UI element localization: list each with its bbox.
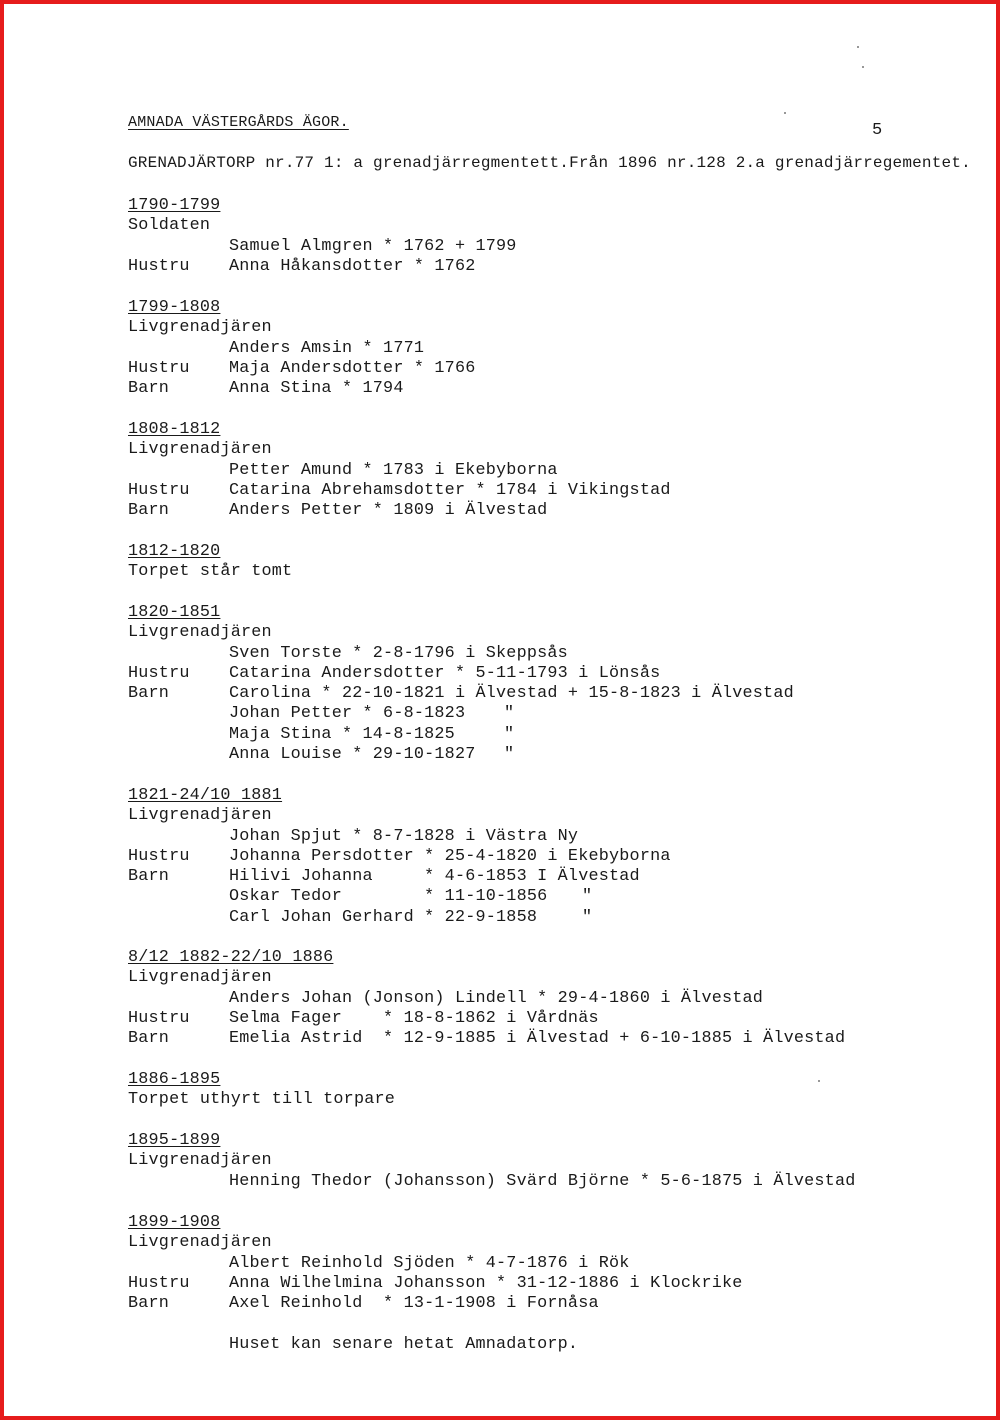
entry-period: 1899-1908 <box>128 1213 221 1232</box>
person-line <box>128 847 671 867</box>
person-role: Hustru <box>128 1273 190 1293</box>
entry-heading: Livgrenadjären <box>128 318 272 338</box>
entry-period: 1895-1899 <box>128 1131 221 1150</box>
entry-heading: Livgrenadjären <box>128 440 272 460</box>
entry-heading: Livgrenadjären <box>128 623 272 643</box>
person-line <box>128 644 794 664</box>
person-text: Johanna Persdotter * 25-4-1820 i Ekebyborna <box>229 846 671 866</box>
person-line <box>128 745 794 765</box>
entry-heading: Livgrenadjären <box>128 1233 272 1253</box>
person-text: Henning Thedor (Johansson) Svärd Björne * 5-6-1875 i Älvestad <box>229 1171 856 1191</box>
entry-block <box>128 1070 395 1111</box>
person-line <box>128 684 794 704</box>
person-text: Maja Andersdotter * 1766 <box>229 358 476 378</box>
person-line <box>128 359 476 379</box>
entry-block <box>128 603 794 765</box>
entry-period: 1821-24/10 1881 <box>128 786 283 805</box>
person-role: Barn <box>128 867 170 887</box>
document-subtitle: GRENADJÄRTORP nr.77 1: a grenadjärregmentett.Från 1896 nr.128 2.a grenadjärregementet. <box>128 154 971 172</box>
person-line <box>128 887 671 907</box>
person-role: Hustru <box>128 256 190 276</box>
person-line <box>128 1274 743 1294</box>
scan-speck <box>818 1080 820 1082</box>
person-line <box>128 1172 856 1192</box>
person-role: Barn <box>128 684 170 704</box>
person-line <box>128 461 671 481</box>
entry-block <box>128 1213 743 1355</box>
ditto-mark: " <box>582 887 593 907</box>
entry-heading: Torpet står tomt <box>128 562 293 582</box>
person-line <box>128 704 794 724</box>
person-text: Hilivi Johanna * 4-6-1853 I Älvestad <box>229 867 640 887</box>
person-role: Hustru <box>128 663 190 683</box>
person-text: Axel Reinhold * 13-1-1908 i Fornåsa <box>229 1294 599 1314</box>
entry-block <box>128 786 671 928</box>
person-role: Hustru <box>128 480 190 500</box>
person-line <box>128 1009 845 1029</box>
person-role: Barn <box>128 379 170 399</box>
entry-period: 8/12 1882-22/10 1886 <box>128 948 334 967</box>
person-text: Emelia Astrid * 12-9-1885 i Älvestad + 6-10-1885 i Älvestad <box>229 1029 846 1049</box>
entry-period: 1790-1799 <box>128 196 221 215</box>
person-text: Anders Petter * 1809 i Älvestad <box>229 501 548 521</box>
person-role: Hustru <box>128 1008 190 1028</box>
person-line <box>128 1335 743 1355</box>
person-text: Johan Petter * 6-8-1823 <box>229 704 466 724</box>
person-text: Anna Wilhelmina Johansson * 31-12-1886 i Klockrike <box>229 1273 743 1293</box>
person-text: Carl Johan Gerhard * 22-9-1858 <box>229 907 538 927</box>
person-text: Maja Stina * 14-8-1825 <box>229 724 455 744</box>
person-text: Anders Amsin * 1771 <box>229 338 425 358</box>
person-role: Hustru <box>128 358 190 378</box>
person-line <box>128 379 476 399</box>
entry-block <box>128 542 292 583</box>
person-line <box>128 1254 743 1274</box>
entry-period: 1812-1820 <box>128 542 221 561</box>
person-line <box>128 1294 743 1314</box>
person-line <box>128 501 671 521</box>
person-text: Sven Torste * 2-8-1796 i Skeppsås <box>229 643 568 663</box>
person-text: Catarina Andersdotter * 5-11-1793 i Lönsås <box>229 663 661 683</box>
page-number: 5 <box>872 121 883 140</box>
person-text: Catarina Abrehamsdotter * 1784 i Vikingstad <box>229 480 671 500</box>
person-line <box>128 827 671 847</box>
person-role: Barn <box>128 1029 170 1049</box>
person-text: Johan Spjut * 8-7-1828 i Västra Ny <box>229 826 579 846</box>
page-title: AMNADA VÄSTERGÅRDS ÄGOR. <box>128 114 349 131</box>
ditto-mark: " <box>504 745 515 765</box>
entry-block <box>128 298 476 399</box>
entry-heading: Livgrenadjären <box>128 806 272 826</box>
ditto-mark: " <box>504 724 515 744</box>
person-line <box>128 237 517 257</box>
person-text: Anna Stina * 1794 <box>229 379 404 399</box>
person-line <box>128 908 671 928</box>
person-text: Selma Fager * 18-8-1862 i Vårdnäs <box>229 1008 599 1028</box>
scan-speck <box>862 66 864 68</box>
person-text: Carolina * 22-10-1821 i Älvestad + 15-8-1823 i Älvestad <box>229 684 794 704</box>
person-text: Samuel Almgren * 1762 + 1799 <box>229 236 517 256</box>
entry-block <box>128 1131 856 1192</box>
person-role: Barn <box>128 1294 170 1314</box>
person-line <box>128 664 794 684</box>
entry-heading: Livgrenadjären <box>128 1151 272 1171</box>
entry-period: 1808-1812 <box>128 420 221 439</box>
person-role: Hustru <box>128 846 190 866</box>
person-line <box>128 867 671 887</box>
entry-block <box>128 196 517 277</box>
entry-heading: Soldaten <box>128 216 211 236</box>
scan-speck <box>784 112 786 114</box>
entry-block <box>128 420 671 521</box>
ditto-mark: " <box>504 704 515 724</box>
scan-speck <box>857 46 859 48</box>
person-text: Anna Håkansdotter * 1762 <box>229 256 476 276</box>
entry-period: 1799-1808 <box>128 298 221 317</box>
person-line <box>128 257 517 277</box>
person-text: Anders Johan (Jonson) Lindell * 29-4-1860 i Älvestad <box>229 988 764 1008</box>
person-line <box>128 725 794 745</box>
entry-heading: Torpet uthyrt till torpare <box>128 1090 396 1110</box>
entry-heading: Livgrenadjären <box>128 968 272 988</box>
person-text: Anna Louise * 29-10-1827 <box>229 745 476 765</box>
person-text: Huset kan senare hetat Amnadatorp. <box>229 1334 579 1354</box>
entry-block <box>128 948 845 1049</box>
person-text: Petter Amund * 1783 i Ekebyborna <box>229 460 558 480</box>
person-text: Oskar Tedor * 11-10-1856 <box>229 887 548 907</box>
person-line <box>128 339 476 359</box>
person-line <box>128 989 845 1009</box>
entry-period: 1820-1851 <box>128 603 221 622</box>
person-line <box>128 481 671 501</box>
entry-period: 1886-1895 <box>128 1070 221 1089</box>
person-text: Albert Reinhold Sjöden * 4-7-1876 i Rök <box>229 1253 630 1273</box>
person-line <box>128 1314 743 1334</box>
person-line <box>128 1029 845 1049</box>
ditto-mark: " <box>582 907 593 927</box>
person-role: Barn <box>128 501 170 521</box>
